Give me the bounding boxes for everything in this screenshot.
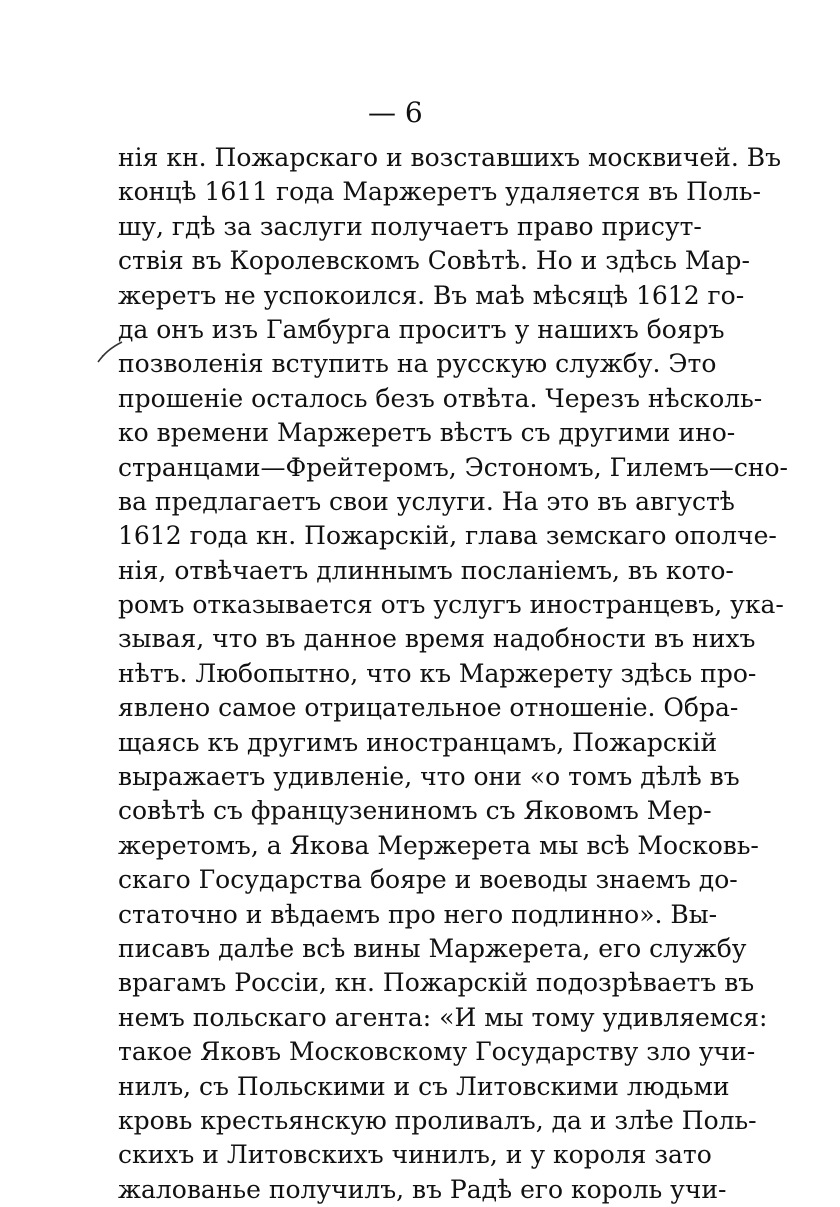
text-line: позволенія вступить на русскую службу. Это [118, 349, 717, 379]
text-line: нѣтъ. Любопытно, что къ Маржерету здѣсь про- [118, 658, 757, 688]
text-line: прошеніе осталось безъ отвѣта. Черезъ нѣсколь- [118, 383, 763, 413]
text-line: скаго Государства бояре и воеводы знаемъ до- [118, 865, 738, 895]
text-line: нія, отвѣчаетъ длиннымъ посланіемъ, въ кото- [118, 555, 734, 585]
text-line: жеретомъ, а Якова Мержерета мы всѣ Московь- [118, 830, 759, 860]
text-line: жалованье получилъ, въ Радѣ его король учи- [118, 1174, 727, 1204]
text-line: писавъ далѣе всѣ вины Маржерета, его службу [118, 933, 747, 963]
text-line: немъ польскаго агента: «И мы тому удивляемся: [118, 1002, 768, 1032]
text-line: ко времени Маржеретъ вѣстъ съ другими ино- [118, 418, 736, 448]
text-line: статочно и вѣдаемъ про него подлинно». Вы- [118, 899, 718, 929]
text-line: ствія въ Королевскомъ Совѣтѣ. Но и здѣсь Мар- [118, 246, 750, 276]
text-line: выражаетъ удивленіе, что они «о томъ дѣлѣ въ [118, 762, 740, 792]
text-line: нилъ, съ Польскими и съ Литовскими людьми [118, 1071, 730, 1101]
text-line: явлено самое отрицательное отношеніе. Обра- [118, 693, 739, 723]
page-number: — 6 [368, 96, 423, 129]
text-line: странцами—Фрейтеромъ, Эстономъ, Гилемъ—сно- [118, 452, 789, 482]
text-line: да онъ изъ Гамбурга проситъ у нашихъ бояръ [118, 314, 725, 344]
text-line: зывая, что въ данное время надобности въ нихъ [118, 624, 756, 654]
text-line: щаясь къ другимъ иностранцамъ, Пожарскій [118, 727, 718, 757]
text-line: 1612 года кн. Пожарскій, глава земскаго ополче- [118, 521, 777, 551]
text-line: ва предлагаетъ свои услуги. На это въ августѣ [118, 486, 735, 516]
text-line: шу, гдѣ за заслуги получаетъ право присут- [118, 211, 702, 241]
text-line: ромъ отказывается отъ услугъ иностранцевъ, ука- [118, 590, 784, 620]
text-line: концѣ 1611 года Маржеретъ удаляется въ Поль- [118, 177, 761, 207]
body-text [118, 141, 789, 1207]
text-line: совѣтѣ съ французениномъ съ Яковомъ Мер- [118, 796, 712, 826]
text-line: скихъ и Литовскихъ чинилъ, и у короля зато [118, 1140, 712, 1170]
text-line: такое Яковъ Московскому Государству зло учи- [118, 1037, 756, 1067]
text-line: нія кн. Пожарскаго и возставшихъ москвичей. Въ [118, 143, 782, 172]
text-line: жеретъ не успокоился. Въ маѣ мѣсяцѣ 1612 го- [118, 280, 745, 310]
text-line: врагамъ Россіи, кн. Пожарскій подозрѣваетъ въ [118, 968, 755, 998]
text-line: кровь крестьянскую проливалъ, да и злѣе Поль- [118, 1105, 757, 1135]
